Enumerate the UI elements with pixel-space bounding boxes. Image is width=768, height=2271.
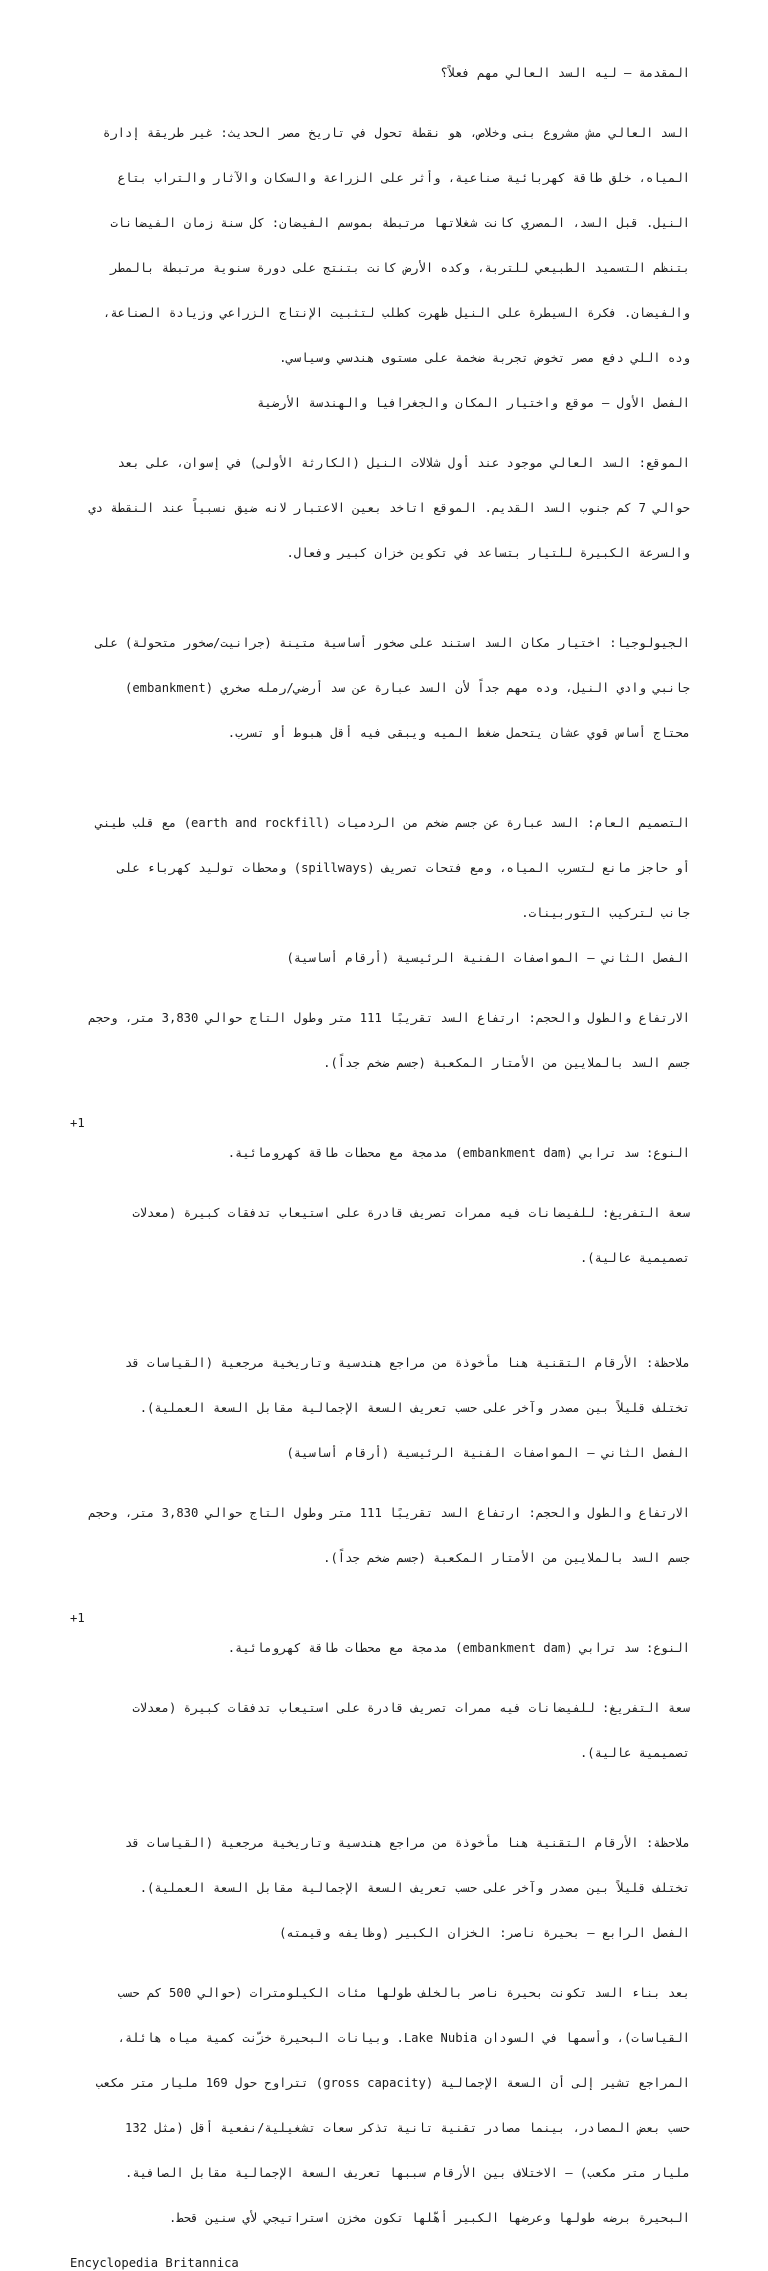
text-line: والفيضان. فكرة السيطرة على النيل ظهرت كطلب لتثبيت الإنتاج الزراعي وزيادة الصناعة، [103, 306, 690, 320]
text-line: أو حاجز مانع لتسرب المياه، ومع فتحات تصريف (spillways) ومحطات توليد كهرباء على [117, 861, 690, 875]
text-line: ملاحظة: الأرقام التقنية هنا مأخوذة من مراجع هندسية وتاريخية مرجعية (القياسات قد [125, 1356, 690, 1370]
text-line: والسرعة الكبيرة للتيار بتساعد في تكوين خزان كبير وفعال. [286, 546, 690, 560]
plus-one-marker-repeat: +1 [70, 1611, 85, 1625]
text-line: حسب بعض المصادر، بينما مصادر تقنية تانية تذكر سعات تشغيلية/نفعية أقل (مثل 132 [125, 2121, 690, 2135]
text-line: سعة التفريغ: للفيضانات فيه ممرات تصريف قادرة على استيعاب تدفقات كبيرة (معدلات [132, 1206, 690, 1220]
text-line: التصميم العام: السد عبارة عن جسم ضخم من الردميات (earth and rockfill) مع قلب طيني [95, 816, 690, 830]
text-line: الارتفاع والطول والحجم: ارتفاع السد تقريبًا 111 متر وطول التاج حوالي 3,830 متر، وحجم [88, 1011, 690, 1025]
text-line: البحيرة برضه طولها وعرضها الكبير أهّلها تكون مخزن استراتيجي لأي سنين قحط. [169, 2211, 690, 2225]
chapter1-heading: الفصل الأول – موقع واختيار المكان والجغرافيا والهندسة الأرضية [257, 396, 690, 410]
discharge-paragraph-repeat [70, 1671, 690, 1791]
text-line: جسم السد بالملايين من الأمتار المكعبة (جسم ضخم جداً). [323, 1056, 690, 1070]
geology-paragraph [70, 606, 690, 771]
discharge-paragraph [70, 1176, 690, 1296]
text-line: القياسات)، وأسمها في السودان Lake Nubia. وبيانات البحيرة خزّنت كمية مياه هائلة، [117, 2031, 690, 2045]
note-paragraph-repeat [70, 1806, 690, 1926]
height-paragraph [70, 981, 690, 1101]
chapter4-heading: الفصل الرابع – بحيرة ناصر: الخزان الكبير (وظايفه وقيمته) [279, 1926, 690, 1940]
text-line: بعد بناء السد تكونت بحيرة ناصر بالخلف طولها مئات الكيلومترات (حوالي 500 كم حسب [117, 1986, 690, 2000]
intro-heading: المقدمة – ليه السد العالي مهم فعلاً؟ [440, 66, 690, 80]
text-line: تصميمية عالية). [579, 1251, 690, 1265]
plus-one-marker: +1 [70, 1116, 85, 1130]
text-line: النيل. قبل السد، المصري كانت شغلاتها مرتبطة بموسم الفيضان: كل سنة زمان الفيضانات [110, 216, 690, 230]
chapter2-heading-repeat: الفصل الثاني – المواصفات الفنية الرئيسية (أرقام أساسية) [286, 1446, 690, 1460]
text-line: وده اللي دفع مصر تخوض تجربة ضخمة على مستوى هندسي وسياسي. [279, 351, 690, 365]
source-citation: Encyclopedia Britannica [70, 2256, 239, 2270]
note-paragraph [70, 1326, 690, 1446]
text-line: بتنظم التسميد الطبيعي للتربة، وكده الأرض كانت بتنتج على دورة سنوية مرتبطة بالمطر [110, 261, 690, 275]
lake-paragraph [70, 1956, 690, 2256]
text-line: حوالي 7 كم جنوب السد القديم. الموقع اتاخد بعين الاعتبار لانه ضيق نسبياً عند النقطة دي [88, 501, 690, 515]
intro-paragraph [70, 96, 690, 396]
location-paragraph [70, 426, 690, 591]
text-line: جانبي وادي النيل، وده مهم جداً لأن السد عبارة عن سد أرضي/رمله صخري (embankment) [125, 681, 690, 695]
design-paragraph [70, 786, 690, 951]
text-line: الارتفاع والطول والحجم: ارتفاع السد تقريبًا 111 متر وطول التاج حوالي 3,830 متر، وحجم [88, 1506, 690, 1520]
text-line: السد العالي مش مشروع بنى وخلاص، هو نقطة تحول في تاريخ مصر الحديث: غير طريقة إدارة [103, 126, 690, 140]
text-line: المياه، خلق طاقة كهربائية صناعية، وأثر على الزراعة والسكان والآثار والتراب بتاع [117, 171, 690, 185]
text-line: جسم السد بالملايين من الأمتار المكعبة (جسم ضخم جداً). [323, 1551, 690, 1565]
text-line: الموقع: السد العالي موجود عند أول شلالات النيل (الكارثة الأولى) في إسوان، على بعد [117, 456, 690, 470]
text-line: الجيولوجيا: اختيار مكان السد استند على صخور أساسية متينة (جرانيت/صخور متحولة) على [95, 636, 690, 650]
type-line-repeat: النوع: سد ترابي (embankment dam) مدمجة مع محطات طاقة كهرومائية. [227, 1641, 690, 1655]
chapter2-heading: الفصل الثاني – المواصفات الفنية الرئيسية (أرقام أساسية) [286, 951, 690, 965]
text-line: مليار متر مكعب) – الاختلاف بين الأرقام سببها تعريف السعة الإجمالية مقابل الصافية. [125, 2166, 690, 2180]
text-line: ملاحظة: الأرقام التقنية هنا مأخوذة من مراجع هندسية وتاريخية مرجعية (القياسات قد [125, 1836, 690, 1850]
text-line: تصميمية عالية). [579, 1746, 690, 1760]
text-line: جانب لتركيب التوربينات. [521, 906, 690, 920]
type-line: النوع: سد ترابي (embankment dam) مدمجة مع محطات طاقة كهرومائية. [227, 1146, 690, 1160]
height-paragraph-repeat [70, 1476, 690, 1596]
text-line: تختلف قليلاً بين مصدر وآخر على حسب تعريف السعة الإجمالية مقابل السعة العملية). [139, 1881, 690, 1895]
text-line: تختلف قليلاً بين مصدر وآخر على حسب تعريف السعة الإجمالية مقابل السعة العملية). [139, 1401, 690, 1415]
text-line: سعة التفريغ: للفيضانات فيه ممرات تصريف قادرة على استيعاب تدفقات كبيرة (معدلات [132, 1701, 690, 1715]
text-line: محتاج أساس قوي عشان يتحمل ضغط الميه ويبقى فيه أقل هبوط أو تسرب. [227, 726, 690, 740]
text-line: المراجع تشير إلى أن السعة الإجمالية (gross capacity) تتراوح حول 169 مليار متر مكعب [95, 2076, 690, 2090]
document-page [70, 66, 690, 2270]
